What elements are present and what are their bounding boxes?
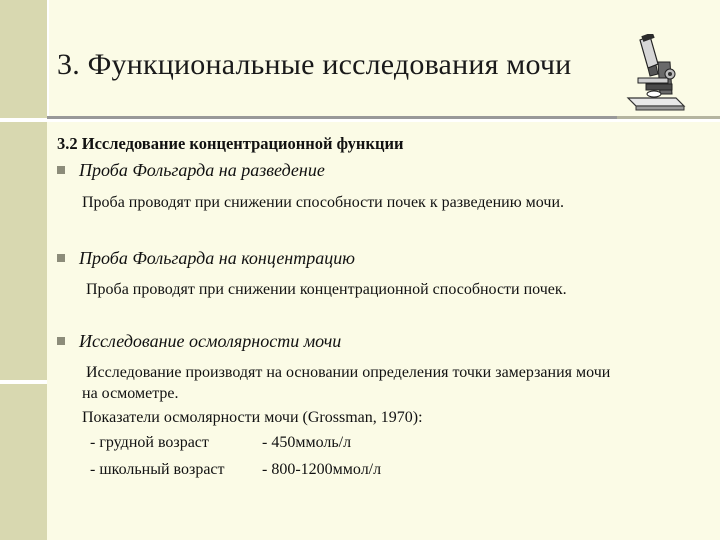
section-subtitle: 3.2 Исследование концентрационной функции [57,134,404,153]
indicator-row-value-1: - 450ммоль/л [262,434,352,451]
list-item-heading-3 [57,331,341,352]
square-bullet-icon [57,337,65,345]
square-bullet-icon [57,166,65,174]
indicator-row-age-2: - школьный возраст [90,461,225,478]
item-description-1: Проба проводят при снижении способности почек к разведению мочи. [82,194,564,211]
indicator-row-age-1: - грудной возраст [90,434,209,451]
band-divider [0,118,47,122]
item-heading-text: Проба Фольгарда на концентрацию [79,248,355,268]
list-item-heading-2 [57,248,355,269]
item-description-3-line2: на осмометре. [82,385,179,402]
slide-title: 3. Функциональные исследования мочи [57,48,572,81]
left-decorative-band [0,0,47,540]
square-bullet-icon [57,254,65,262]
item-heading-text: Исследование осмолярности мочи [79,331,342,351]
indicator-row-value-2: - 800-1200ммол/л [262,461,382,478]
band-divider-lower [0,380,47,384]
title-separator-highlight [47,119,720,122]
band-top-segment [0,0,49,118]
item-description-3-line1: Исследование производят на основании определения точки замерзания мочи [86,364,611,381]
item-heading-text: Проба Фольгарда на разведение [79,160,325,180]
list-item-heading-1 [57,160,325,181]
microscope-icon [618,34,690,112]
indicators-title: Показатели осмолярности мочи (Grossman, 1970): [82,409,423,426]
item-description-2: Проба проводят при снижении концентрационной способности почек. [86,281,567,298]
